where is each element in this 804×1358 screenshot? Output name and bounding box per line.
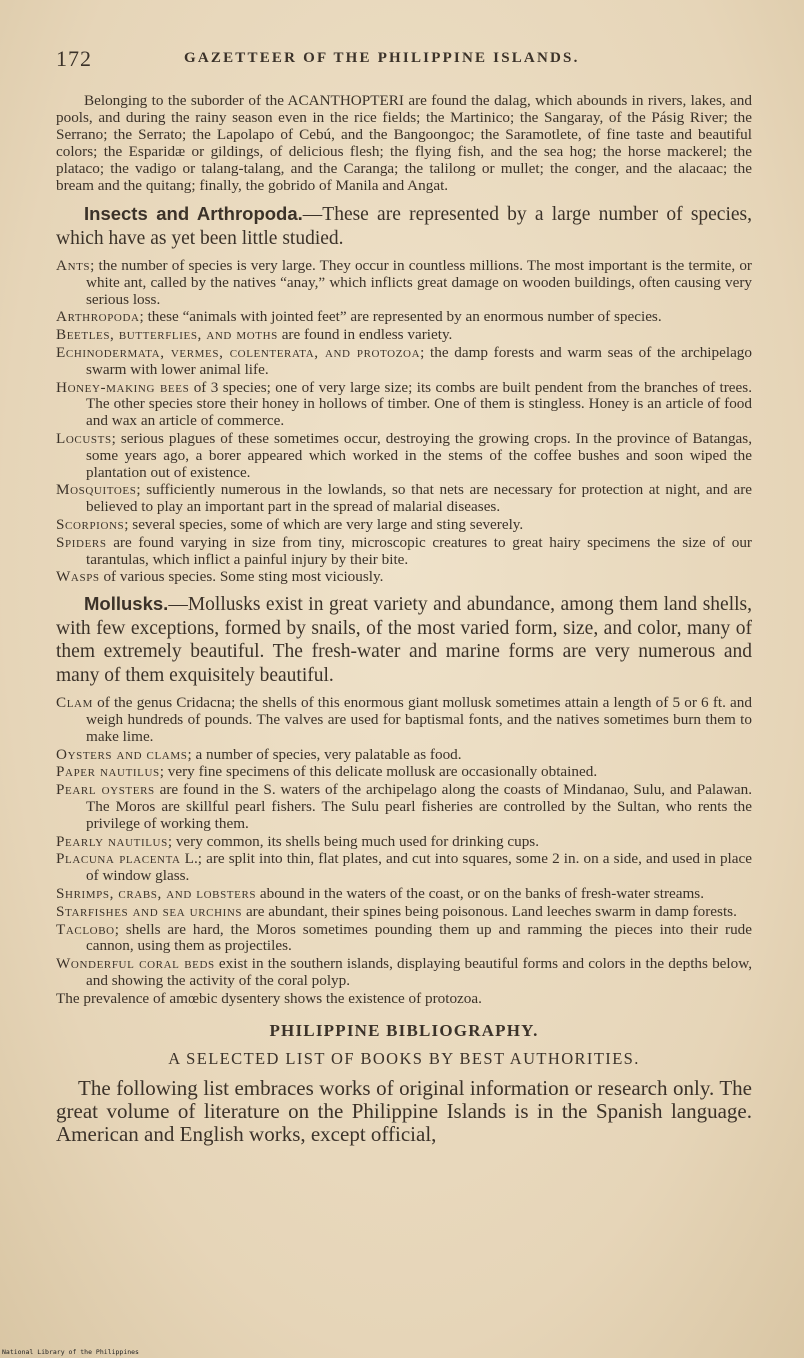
bibliography-subtitle: A SELECTED LIST OF BOOKS BY BEST AUTHORITIES. — [168, 1049, 640, 1069]
entry-term: Starfishes and sea urchins — [56, 902, 243, 920]
list-item — [56, 482, 752, 516]
entry-term: Shrimps, crabs, and lobsters — [56, 884, 257, 902]
page-body — [56, 92, 752, 1146]
entry-text: ; the damp forests and warm seas of the archipelago swarm with lower animal life. — [86, 343, 752, 378]
entry-text: ; the number of species is very large. They occur in countless millions. The most important is the termite, or white ant, called by the natives “anay,” which inflicts great damage on wooden buildings, often causing very serious loss. — [86, 257, 752, 308]
page-header — [56, 46, 756, 76]
bibliography-title: PHILIPPINE BIBLIOGRAPHY. — [269, 1021, 539, 1041]
entry-text: ; very fine specimens of this delicate mollusk are occasionally obtained. — [159, 763, 598, 781]
list-item — [56, 782, 752, 832]
list-item — [56, 747, 752, 764]
page-number: 172 — [56, 46, 92, 71]
list-item — [56, 327, 752, 344]
entry-term: Spiders — [56, 533, 107, 551]
entry-text: ; a number of species, very palatable as food. — [187, 745, 462, 763]
entry-term: Echinodermata, vermes, colenterata, and protozoa — [56, 343, 421, 361]
entry-term: Honey-making bees — [56, 378, 190, 396]
entry-text: ; serious plagues of these sometimes occur, destroying the growing crops. In the province of Batangas, some years ago, a borer appeared which worked in the stems of the coffee bushes and soon wiped the plantation out of existence. — [86, 429, 752, 481]
list-item — [56, 834, 752, 851]
mollusks-intro-text: —Mollusks exist in great variety and abundance, among them land shells, with few exceptions, formed by snails, of the most varied form, size, and color, many of them extremely beautiful. The fresh-water and marine forms are very numerous and many of them exquisitely beautiful. — [56, 594, 752, 686]
footer-credit: National Library of the Philippines — [2, 1348, 139, 1356]
list-item — [56, 904, 752, 921]
entry-term: Locusts — [56, 429, 112, 447]
entry-text: of 3 species; one of very large size; its combs are built pendent from the branches of trees. The other species store their honey in hollows of timber. One of them is stingless. Honey is an article of food and wax an article of commerce. — [86, 378, 752, 430]
mollusks-section-intro — [56, 592, 752, 687]
entry-term: Pearly nautilus — [56, 832, 168, 850]
entry-term: Wasps — [56, 568, 100, 586]
entry-text: abound in the waters of the coast, or on the banks of fresh-water streams. — [256, 884, 704, 902]
entry-text: L.; are split into thin, flat plates, and cut into squares, some 2 in. on a side, and used in place of window glass. — [86, 850, 752, 885]
list-item — [56, 431, 752, 481]
list-item — [56, 851, 752, 885]
entry-text: ; shells are hard, the Moros sometimes pounding them up and ramming the pieces into their rude cannon, using them as projectiles. — [86, 920, 752, 955]
entry-term: Placuna placenta — [56, 850, 181, 868]
list-item — [56, 764, 752, 781]
entry-term: Mosquitoes — [56, 481, 137, 499]
bibliography-intro: The following list embraces works of original information or research only. The great volume of literature on the Philippine Islands is in the Spanish language. American and English works, except official, — [56, 1076, 752, 1147]
insects-intro-text: —These are represented by a large number of species, which have as yet been little studied. — [56, 204, 753, 249]
entry-term: Beetles, butterflies, and moths — [56, 326, 278, 344]
list-item — [56, 345, 752, 379]
list-item — [56, 258, 752, 308]
entry-text: ; several species, some of which are very large and sting severely. — [124, 515, 524, 533]
entry-text: are abundant, their spines being poisonous. Land leeches swarm in damp forests. — [242, 902, 737, 920]
entry-text: ; these “animals with jointed feet” are represented by an enormous number of species. — [139, 308, 662, 326]
entry-term: Wonderful coral beds — [56, 955, 215, 973]
list-item — [56, 956, 752, 990]
entry-term: Pearl oysters — [56, 781, 155, 799]
entry-text: exist in the southern islands, displaying beautiful forms and colors in the depths below, and showing the activity of the coral polyp. — [86, 955, 752, 989]
entry-term: Oysters and clams — [56, 745, 188, 763]
list-item — [56, 309, 752, 326]
list-item — [56, 922, 752, 956]
insects-section-intro — [56, 202, 752, 250]
entry-term: Scorpions — [56, 515, 125, 533]
fish-paragraph: Belonging to the suborder of the ACANTHOPTERI are found the dalag, which abounds in rivers, lakes, and pools, and during the rainy season even in the rice fields; the Martinico; the Sangaray, of the Pásig River; the Serrano; the Serrato; the Lapolapo of Cebú, and the Bangoongoc; the Saramotlete, of fine taste and beautiful colors; the Esparidæ or gildings, of delicious flesh; the flying fish, and the sea hog; the horse mackerel; the plataco; the vadigo or talang-talang, and the Caranga; the talilong or mullet; the conger, and the alacaac; the bream and the quitang; finally, the gobrido of Manila and Angat. — [56, 92, 752, 194]
list-item — [56, 535, 752, 569]
entry-term: Ants — [56, 257, 91, 274]
list-item — [56, 517, 752, 534]
entry-term: Arthropoda — [56, 308, 140, 326]
entry-text: are found in the S. waters of the archipelago along the coasts of Mindanao, Sulu, and Palawan. The Moros are skillful pearl fishers. The Sulu pearl fisheries are controlled by the Sultan, who rents the privilege of working them. — [86, 781, 752, 832]
entry-term: Paper nautilus — [56, 763, 160, 781]
entry-term: Taclobo — [56, 920, 115, 938]
list-item — [56, 695, 752, 745]
entry-text: are found in endless variety. — [277, 326, 453, 344]
entry-term: Clam — [56, 694, 93, 712]
list-item — [56, 380, 752, 430]
entry-text: ; very common, its shells being much used for drinking cups. — [167, 832, 540, 850]
list-item — [56, 886, 752, 903]
mollusks-closing-line: The prevalence of amœbic dysentery shows the existence of protozoa. — [56, 989, 482, 1007]
insects-heading: Insects and Arthropoda. — [84, 203, 303, 224]
entry-text: of various species. Some sting most viciously. — [99, 568, 384, 586]
entry-text: ; sufficiently numerous in the lowlands, so that nets are necessary for protection at night, and are believed to play an important part in the spread of malarial diseases. — [86, 481, 752, 516]
entry-text: of the genus Cridacna; the shells of this enormous giant mollusk sometimes attain a length of 5 or 6 ft. and weigh hundreds of pounds. The valves are used for baptismal fonts, and the natives sometimes burn them to make lime. — [86, 694, 752, 745]
running-head: GAZETTEER OF THE PHILIPPINE ISLANDS. — [184, 50, 580, 66]
list-item — [56, 569, 752, 586]
entry-text: are found varying in size from tiny, microscopic creatures to great hairy specimens the size of our tarantulas, which inflict a painful injury by their bite. — [86, 533, 752, 568]
insects-entry-list — [56, 258, 752, 586]
mollusks-heading: Mollusks. — [84, 593, 169, 615]
mollusks-entry-list — [56, 695, 752, 1007]
